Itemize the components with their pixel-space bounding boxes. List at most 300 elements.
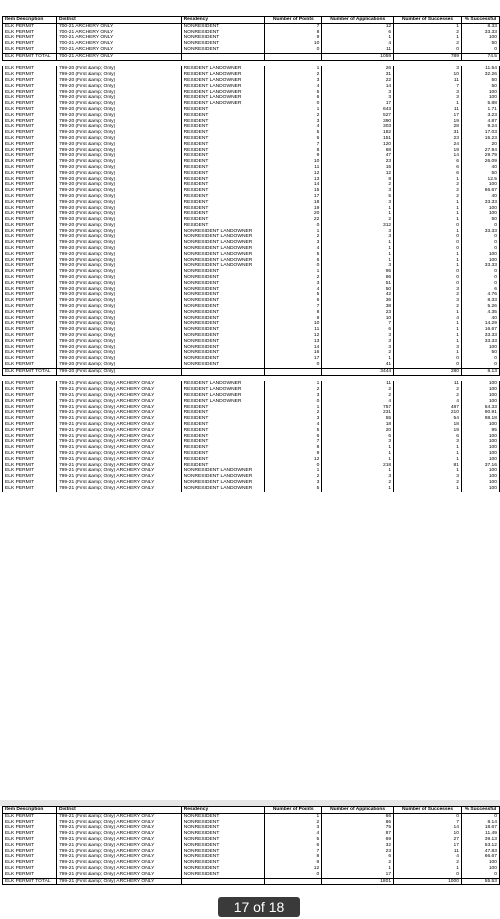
table-cell: NONRESIDENT — [181, 292, 265, 298]
table-cell: 11 — [394, 849, 462, 855]
table-cell: 0 — [265, 362, 322, 368]
table-cell: 799-20 (First &amp; Only) — [56, 119, 181, 125]
table-cell: 23 — [322, 849, 394, 855]
table-cell: 799-21 (First &amp; Only) ARCHERY ONLY — [56, 474, 181, 480]
table-cell: 100 — [461, 434, 499, 440]
table-cell: 799-20 (First &amp; Only) — [56, 113, 181, 119]
table-cell: 1 — [394, 866, 462, 872]
table-cell: 2 — [394, 393, 462, 399]
table-cell: RESIDENT — [181, 165, 265, 171]
table-cell: 8 — [322, 177, 394, 183]
table-cell: NONRESIDENT LANDOWNER — [181, 240, 265, 246]
table-cell: ELK PERMIT — [3, 240, 57, 246]
table-cell: 2 — [265, 275, 322, 281]
table-cell: 66.67 — [461, 188, 499, 194]
table-cell: 799-20 (First &amp; Only) — [56, 298, 181, 304]
table-cell: 1 — [322, 206, 394, 212]
table-cell: 0 — [461, 234, 499, 240]
table-cell: 24 — [394, 142, 462, 148]
table-cell: 3 — [265, 480, 322, 486]
table-cell: ELK PERMIT — [3, 95, 57, 101]
table-cell: 799-21 (First &amp; Only) ARCHERY ONLY — [56, 813, 181, 819]
total-row — [3, 878, 500, 885]
table-cell: 799-20 (First &amp; Only) — [56, 107, 181, 113]
table-cell: 0 — [461, 47, 499, 53]
table-cell: ELK PERMIT — [3, 41, 57, 47]
table-cell: RESIDENT — [181, 124, 265, 130]
table-cell: 2 — [394, 480, 462, 486]
table-cell: 0 — [394, 47, 462, 53]
table-cell: 0 — [265, 263, 322, 269]
table-cell: 40 — [461, 316, 499, 322]
table-cell — [181, 368, 265, 375]
table-cell: 700-21 ARCHERY ONLY — [56, 23, 181, 29]
table-cell: NONRESIDENT — [181, 849, 265, 855]
column-header: Item Description — [3, 17, 57, 24]
table-cell: 757 — [322, 405, 394, 411]
table-cell: RESIDENT — [181, 445, 265, 451]
table-cell: RESIDENT — [181, 130, 265, 136]
table-cell: 799-20 (First &amp; Only) — [56, 217, 181, 223]
table-cell: NONRESIDENT LANDOWNER — [181, 468, 265, 474]
elk-permit-table-page-2 — [2, 806, 500, 885]
table-cell: 87 — [322, 831, 394, 837]
table-cell: 3 — [265, 78, 322, 84]
table-cell: 33.33 — [461, 30, 499, 36]
table-cell: 39.13 — [461, 837, 499, 843]
table-cell: 9 — [265, 153, 322, 159]
table-cell: 86 — [322, 820, 394, 826]
table-cell: 1 — [322, 246, 394, 252]
table-cell: NONRESIDENT — [181, 298, 265, 304]
table-cell: ELK PERMIT — [3, 843, 57, 849]
table-cell: 11 — [265, 165, 322, 171]
table-cell: 799-21 (First &amp; Only) ARCHERY ONLY — [56, 854, 181, 860]
table-cell: 6 — [322, 30, 394, 36]
table-cell: 64.33 — [461, 405, 499, 411]
table-cell: 13 — [265, 339, 322, 345]
table-cell: 2 — [322, 480, 394, 486]
table-cell: 0 — [394, 362, 462, 368]
table-cell: 799-21 (First &amp; Only) ARCHERY ONLY — [56, 825, 181, 831]
table-cell: NONRESIDENT LANDOWNER — [181, 252, 265, 258]
table-cell: 1 — [394, 350, 462, 356]
table-cell: ELK PERMIT — [3, 849, 57, 855]
table-cell: RESIDENT — [181, 177, 265, 183]
table-cell: 799-21 (First &amp; Only) ARCHERY ONLY — [56, 439, 181, 445]
table-cell: ELK PERMIT — [3, 194, 57, 200]
table-cell: 33.33 — [461, 333, 499, 339]
table-cell: 50 — [461, 171, 499, 177]
table-cell: 100 — [461, 468, 499, 474]
table-cell: 100 — [461, 95, 499, 101]
table-cell: 1 — [322, 252, 394, 258]
table-cell: ELK PERMIT — [3, 229, 57, 235]
table-cell: 0 — [265, 223, 322, 229]
elk-permit-table-page-1 — [2, 16, 500, 492]
table-cell: ELK PERMIT — [3, 345, 57, 351]
column-header: Item Description — [3, 807, 57, 814]
table-cell: 100 — [461, 480, 499, 486]
table-cell: RESIDENT LANDOWNER — [181, 66, 265, 72]
table-cell: 799-20 (First &amp; Only) — [56, 263, 181, 269]
column-header: Number of Points — [265, 17, 322, 24]
table-cell: ELK PERMIT — [3, 234, 57, 240]
table-cell: ELK PERMIT — [3, 269, 57, 275]
table-cell: 0 — [394, 281, 462, 287]
table-cell: 0 — [461, 872, 499, 878]
table-cell: 6 — [265, 298, 322, 304]
table-cell: 4 — [265, 831, 322, 837]
table-cell: ELK PERMIT — [3, 23, 57, 29]
table-cell: 6 — [265, 95, 322, 101]
table-cell: 54 — [394, 416, 462, 422]
table-cell: 8.33 — [461, 298, 499, 304]
table-cell: 1 — [394, 445, 462, 451]
table-cell: 14 — [265, 345, 322, 351]
table-cell: 11 — [265, 327, 322, 333]
column-header: Residency — [181, 807, 265, 814]
column-header: Residency — [181, 17, 265, 24]
table-cell: 1 — [394, 327, 462, 333]
table-cell: 2 — [394, 188, 462, 194]
table-cell: ELK PERMIT — [3, 66, 57, 72]
table-cell: 700-21 ARCHERY ONLY — [56, 35, 181, 41]
table-cell: 1 — [394, 101, 462, 107]
table-cell: 700-21 ARCHERY ONLY — [56, 47, 181, 53]
table-cell: ELK PERMIT — [3, 159, 57, 165]
table-cell: 0 — [394, 813, 462, 819]
table-cell: 799-20 (First &amp; Only) — [56, 223, 181, 229]
table-cell — [265, 368, 322, 375]
table-cell: 47 — [322, 153, 394, 159]
table-cell: 7 — [394, 84, 462, 90]
table-cell: 799-20 (First &amp; Only) — [56, 246, 181, 252]
table-cell: 799-20 (First &amp; Only) — [56, 90, 181, 96]
table-cell: NONRESIDENT — [181, 23, 265, 29]
table-cell: ELK PERMIT — [3, 258, 57, 264]
table-cell: 7 — [322, 321, 394, 327]
table-cell: 22 — [265, 217, 322, 223]
table-cell: 1 — [322, 356, 394, 362]
table-cell: 50 — [461, 217, 499, 223]
table-cell: 799-21 (First &amp; Only) ARCHERY ONLY — [56, 837, 181, 843]
table-cell: 3 — [265, 240, 322, 246]
table-cell: 8 — [265, 854, 322, 860]
table-cell — [181, 53, 265, 60]
table-cell: 0 — [461, 362, 499, 368]
table-cell: 0 — [394, 269, 462, 275]
table-cell: 799-21 (First &amp; Only) ARCHERY ONLY — [56, 831, 181, 837]
table-cell: 799-20 (First &amp; Only) — [56, 206, 181, 212]
table-cell: ELK PERMIT — [3, 275, 57, 281]
table-cell: ELK PERMIT — [3, 78, 57, 84]
table-cell: ELK PERMIT — [3, 298, 57, 304]
table-cell: 1 — [394, 217, 462, 223]
table-cell: 95 — [461, 428, 499, 434]
table-cell: 0 — [461, 246, 499, 252]
table-cell: 1 — [322, 468, 394, 474]
table-cell: RESIDENT — [181, 223, 265, 229]
table-cell: 1801 — [322, 878, 394, 885]
table-cell: 1 — [322, 445, 394, 451]
table-cell: 4 — [394, 854, 462, 860]
table-cell: RESIDENT LANDOWNER — [181, 84, 265, 90]
table-cell: 7 — [265, 849, 322, 855]
table-header-row — [3, 807, 500, 814]
table-cell: 27 — [394, 837, 462, 843]
table-cell: 29.79 — [461, 153, 499, 159]
table-cell: 799-20 (First &amp; Only) — [56, 72, 181, 78]
table-cell: 799-20 (First &amp; Only) — [56, 350, 181, 356]
table-cell: 100 — [461, 439, 499, 445]
table-cell: ELK PERMIT — [3, 101, 57, 107]
table-cell: 3 — [394, 95, 462, 101]
column-header: Number of Applications — [322, 807, 394, 814]
table-cell: 3 — [322, 474, 394, 480]
table-cell: RESIDENT — [181, 119, 265, 125]
table-cell: RESIDENT — [181, 182, 265, 188]
table-row — [3, 486, 500, 492]
table-cell: 1 — [322, 457, 394, 463]
table-cell: 1 — [394, 321, 462, 327]
table-cell: 2 — [322, 860, 394, 866]
table-cell: 6 — [265, 258, 322, 264]
table-cell: 799-20 (First &amp; Only) — [56, 165, 181, 171]
table-cell: ELK PERMIT — [3, 854, 57, 860]
table-cell: RESIDENT — [181, 211, 265, 217]
table-cell: 1 — [394, 206, 462, 212]
table-cell: 799-21 (First &amp; Only) ARCHERY ONLY — [56, 387, 181, 393]
table-cell: 12 — [265, 866, 322, 872]
table-cell: ELK PERMIT — [3, 217, 57, 223]
table-cell: 11 — [394, 381, 462, 387]
table-cell: NONRESIDENT LANDOWNER — [181, 246, 265, 252]
table-cell: 100 — [461, 422, 499, 428]
table-cell: ELK PERMIT — [3, 327, 57, 333]
table-cell: 10 — [265, 159, 322, 165]
table-cell: ELK PERMIT — [3, 339, 57, 345]
table-cell: RESIDENT — [181, 457, 265, 463]
table-cell: ELK PERMIT — [3, 356, 57, 362]
table-cell: 799-20 (First &amp; Only) — [56, 84, 181, 90]
table-cell: 10 — [394, 831, 462, 837]
table-cell: RESIDENT — [181, 463, 265, 469]
table-cell: 50 — [461, 41, 499, 47]
table-cell: NONRESIDENT — [181, 316, 265, 322]
table-cell: ELK PERMIT — [3, 30, 57, 36]
table-cell: RESIDENT — [181, 439, 265, 445]
table-cell: 280 — [394, 368, 462, 375]
table-cell: 10 — [394, 72, 462, 78]
table-cell: 3 — [265, 825, 322, 831]
table-cell: 799-20 (First &amp; Only) — [56, 292, 181, 298]
table-cell: 2 — [394, 860, 462, 866]
table-cell: 18.67 — [461, 825, 499, 831]
column-header: District — [56, 807, 181, 814]
table-cell: 1 — [394, 23, 462, 29]
table-cell: 799-21 (First &amp; Only) ARCHERY ONLY — [56, 480, 181, 486]
table-cell: 50 — [461, 78, 499, 84]
table-cell: NONRESIDENT — [181, 41, 265, 47]
table-cell: 10 — [265, 41, 322, 47]
table-cell: ELK PERMIT — [3, 422, 57, 428]
table-cell: ELK PERMIT — [3, 304, 57, 310]
table-cell: 2 — [394, 182, 462, 188]
table-cell: NONRESIDENT — [181, 866, 265, 872]
table-cell: 100 — [461, 258, 499, 264]
table-cell: RESIDENT — [181, 217, 265, 223]
table-cell: 6 — [265, 843, 322, 849]
table-cell: 799-20 (First &amp; Only) — [56, 362, 181, 368]
table-cell: RESIDENT — [181, 422, 265, 428]
table-cell: 4 — [265, 287, 322, 293]
table-cell: NONRESIDENT — [181, 843, 265, 849]
table-cell: ELK PERMIT — [3, 825, 57, 831]
table-cell: RESIDENT — [181, 188, 265, 194]
table-cell: 6 — [394, 159, 462, 165]
table-cell: 1 — [394, 211, 462, 217]
table-cell: 1 — [394, 35, 462, 41]
table-cell: ELK PERMIT — [3, 393, 57, 399]
table-cell: 98.18 — [461, 416, 499, 422]
table-cell: 17 — [322, 101, 394, 107]
table-cell: 799-21 (First &amp; Only) ARCHERY ONLY — [56, 843, 181, 849]
table-cell: 799-20 (First &amp; Only) — [56, 275, 181, 281]
table-cell: 1 — [322, 240, 394, 246]
table-cell: 700-21 ARCHERY ONLY — [56, 53, 181, 60]
table-cell: 7 — [394, 820, 462, 826]
table-cell: NONRESIDENT — [181, 310, 265, 316]
table-cell: RESIDENT LANDOWNER — [181, 393, 265, 399]
table-cell: 75 — [322, 825, 394, 831]
table-cell: ELK PERMIT — [3, 381, 57, 387]
table-cell: 799-20 (First &amp; Only) — [56, 327, 181, 333]
table-cell: 100 — [461, 399, 499, 405]
table-cell: 1 — [394, 263, 462, 269]
table-cell: ELK PERMIT — [3, 333, 57, 339]
table-cell: 1 — [394, 252, 462, 258]
table-cell: 2 — [322, 387, 394, 393]
table-cell: 0 — [461, 240, 499, 246]
table-cell: 1 — [394, 177, 462, 183]
table-cell: 19 — [394, 428, 462, 434]
table-cell: RESIDENT LANDOWNER — [181, 90, 265, 96]
table-cell: 17 — [265, 356, 322, 362]
table-cell: 1 — [265, 229, 322, 235]
table-cell: 100 — [461, 451, 499, 457]
table-cell: 11.54 — [461, 66, 499, 72]
table-cell: 2 — [394, 387, 462, 393]
table-cell: 3 — [394, 474, 462, 480]
table-cell: 20 — [461, 142, 499, 148]
table-cell: 81 — [394, 463, 462, 469]
table-cell: 789 — [394, 53, 462, 60]
column-header: District — [56, 17, 181, 24]
table-cell: 182 — [322, 130, 394, 136]
table-cell: 100 — [461, 206, 499, 212]
table-cell: 799-21 (First &amp; Only) ARCHERY ONLY — [56, 451, 181, 457]
table-cell: 1.71 — [461, 107, 499, 113]
table-cell: 303 — [322, 124, 394, 130]
table-cell: 6 — [394, 434, 462, 440]
table-cell: 33.33 — [461, 229, 499, 235]
table-cell: ELK PERMIT — [3, 486, 57, 492]
table-cell: NONRESIDENT — [181, 345, 265, 351]
table-cell: NONRESIDENT LANDOWNER — [181, 229, 265, 235]
table-cell: NONRESIDENT — [181, 350, 265, 356]
table-cell: RESIDENT — [181, 200, 265, 206]
table-cell: 527 — [322, 113, 394, 119]
table-cell: RESIDENT — [181, 107, 265, 113]
table-cell: RESIDENT — [181, 194, 265, 200]
table-cell: 11 — [322, 381, 394, 387]
table-cell: 10 — [265, 321, 322, 327]
table-cell: ELK PERMIT — [3, 200, 57, 206]
table-cell: ELK PERMIT — [3, 72, 57, 78]
table-cell: 26.09 — [461, 159, 499, 165]
table-cell: RESIDENT — [181, 451, 265, 457]
table-cell: 4 — [265, 246, 322, 252]
table-cell: 6 — [265, 434, 322, 440]
table-cell: NONRESIDENT — [181, 362, 265, 368]
table-cell: 17 — [394, 843, 462, 849]
table-cell: 3.23 — [461, 113, 499, 119]
table-cell: 2 — [394, 292, 462, 298]
table-cell: 799-21 (First &amp; Only) ARCHERY ONLY — [56, 405, 181, 411]
table-cell: 4.35 — [461, 310, 499, 316]
table-cell: 53.12 — [461, 843, 499, 849]
table-cell: 1 — [322, 35, 394, 41]
table-cell: 6 — [394, 165, 462, 171]
table-cell: 0 — [394, 234, 462, 240]
table-cell: 1 — [394, 468, 462, 474]
table-cell: ELK PERMIT — [3, 872, 57, 878]
table-cell: 1 — [394, 451, 462, 457]
table-cell: 36 — [322, 298, 394, 304]
table-cell: 1 — [322, 211, 394, 217]
table-cell: 27.94 — [461, 148, 499, 154]
table-cell: RESIDENT — [181, 136, 265, 142]
table-cell: ELK PERMIT — [3, 405, 57, 411]
table-cell: 100 — [461, 381, 499, 387]
table-cell: 799-20 (First &amp; Only) — [56, 252, 181, 258]
table-cell: ELK PERMIT — [3, 866, 57, 872]
table-cell: ELK PERMIT TOTAL — [3, 878, 57, 885]
table-cell: 0 — [265, 463, 322, 469]
table-cell: 0 — [394, 356, 462, 362]
table-cell: 2 — [265, 387, 322, 393]
table-cell: 100 — [461, 252, 499, 258]
table-cell: 799-20 (First &amp; Only) — [56, 66, 181, 72]
table-cell: 0 — [461, 281, 499, 287]
table-cell: ELK PERMIT — [3, 206, 57, 212]
table-cell: ELK PERMIT — [3, 451, 57, 457]
table-cell: 4 — [265, 124, 322, 130]
table-cell: 2 — [322, 182, 394, 188]
table-cell: 100 — [461, 445, 499, 451]
table-cell: 95 — [322, 269, 394, 275]
table-cell: 799-20 (First &amp; Only) — [56, 287, 181, 293]
page-indicator: 17 of 18 — [218, 897, 300, 917]
table-cell: RESIDENT — [181, 171, 265, 177]
table-cell: ELK PERMIT — [3, 316, 57, 322]
table-cell: 0 — [461, 356, 499, 362]
table-cell: 0 — [461, 813, 499, 819]
table-cell: 799-21 (First &amp; Only) ARCHERY ONLY — [56, 820, 181, 826]
table-cell: 41 — [322, 362, 394, 368]
table-cell: 799-20 (First &amp; Only) — [56, 177, 181, 183]
